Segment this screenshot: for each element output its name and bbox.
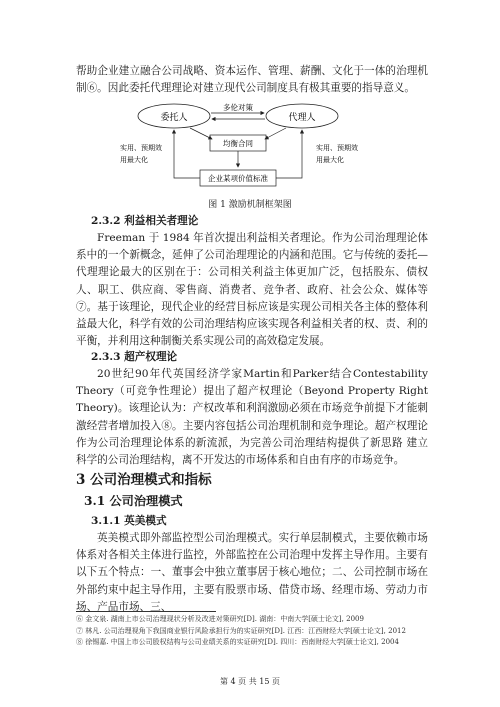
page-number: 第 4 页 共 15 页 [220, 677, 280, 686]
game-label: 多伦对策 [223, 103, 253, 112]
paragraph-principal-agent-conclusion: 帮助企业建立融合公司战略、资本运作、管理、薪酬、文化于一体的治理机制⑥。因此委托代理理论对建立现代公司制度具有极其重要的指导意义。 [76, 65, 428, 95]
section-2-3-3-title: 2.3.3 超产权理论 [91, 351, 178, 363]
value-standard-label: 企业某项价值标准 [208, 174, 268, 183]
agent-label: 代理人 [288, 113, 316, 123]
paragraph-stakeholder-theory: Freeman 于 1984 年首次提出利益相关者理论。作为公司治理理论体系中的一个新概念，延伸了公司治理理论的内涵和范围。它与传统的委托—代理理论最大的区别在于：公司相关利益主体更加广泛，包括股东、债权人、职工、供应商、零售商、消费者、竞争者、政府、社会公众、媒体等⑦。基于该理论，现代企业的经营目标应该是实现公司相关各主体的整体利益最大化，科学有效的公司治理结构应该实现各利益相关者的权、责、利的平衡，并利用这种制衡关系实现公司的高效稳定发展。 [76, 232, 428, 348]
incentive-mechanism-diagram [0, 99, 500, 209]
section-3-1-title: 3.1 公司治理模式 [84, 494, 183, 508]
footnote-7: ⑦ 林凡. 公司治理视角下我国商业银行风险承担行为的实证研究[D]. 江西：江西财经大学[硕士论文], 2012 [76, 627, 406, 635]
contract-label: 均衡合同 [223, 139, 253, 148]
principal-label: 委托人 [160, 113, 188, 123]
left-loop-line [174, 130, 200, 178]
paragraph-anglo-american-model: 英美模式即外部监控型公司治理模式。实行单层制模式，主要依赖市场体系对各相关主体进行监控，外部监控在公司治理中发挥主导作用。主要有以下五个特点：一、董事会中独立董事居于核心地位；二、公司控制市场在外部约束中起主导作用，主要有股票市场、借贷市场、经理市场、劳动力市场、产品市场、三、 [76, 532, 428, 613]
section-3-title: 3 公司治理模式和指标 [76, 472, 212, 488]
footnote-8: ⑧ 徐锡嘉. 中国上市公司股权结构与公司业绩关系的实证研究[D]. 四川：西南财经大学[硕士论文], 2004 [76, 638, 399, 646]
arrow-principal-to-contract [190, 128, 212, 139]
right-loop-label-2: 用最大化 [316, 156, 344, 164]
left-loop-label-2: 用最大化 [120, 156, 148, 164]
footnote-separator [76, 611, 216, 612]
footnote-6: ⑥ 金文泉. 湖南上市公司治理现状分析及改进对策研究[D]. 湖南：中南大学[硕士论文], 2009 [76, 615, 364, 623]
paragraph-beyond-property-right-theory: 20世纪90年代英国经济学家Martin和Parker结合Contestability Theory（可竞争性理论）提出了超产权理论（Beyond Property Right Theory)。该理论认为：产权改革和利润激励必须在市场竞争前提下才能刺激经营者增加投入⑧。主要内容包括公司治理机制和竞争理论。超产权理论作为公司治理理论体系的新流派，为完善公司治理结构提供了新思路 建立科学的公司治理结构，离不开发达的市场体系和自由有序的市场竞争。 [76, 368, 428, 467]
section-2-3-2-title: 2.3.2 利益相关者理论 [91, 215, 199, 227]
section-3-1-1-title: 3.1.1 英美模式 [91, 515, 167, 527]
right-loop-label-1: 实用、预期效 [316, 144, 358, 152]
arrow-agent-to-contract [265, 128, 286, 139]
figure-caption: 图 1 激励机制框架图 [208, 200, 292, 210]
right-loop-line [276, 130, 302, 178]
left-loop-label-1: 实用、预期效 [120, 144, 162, 152]
